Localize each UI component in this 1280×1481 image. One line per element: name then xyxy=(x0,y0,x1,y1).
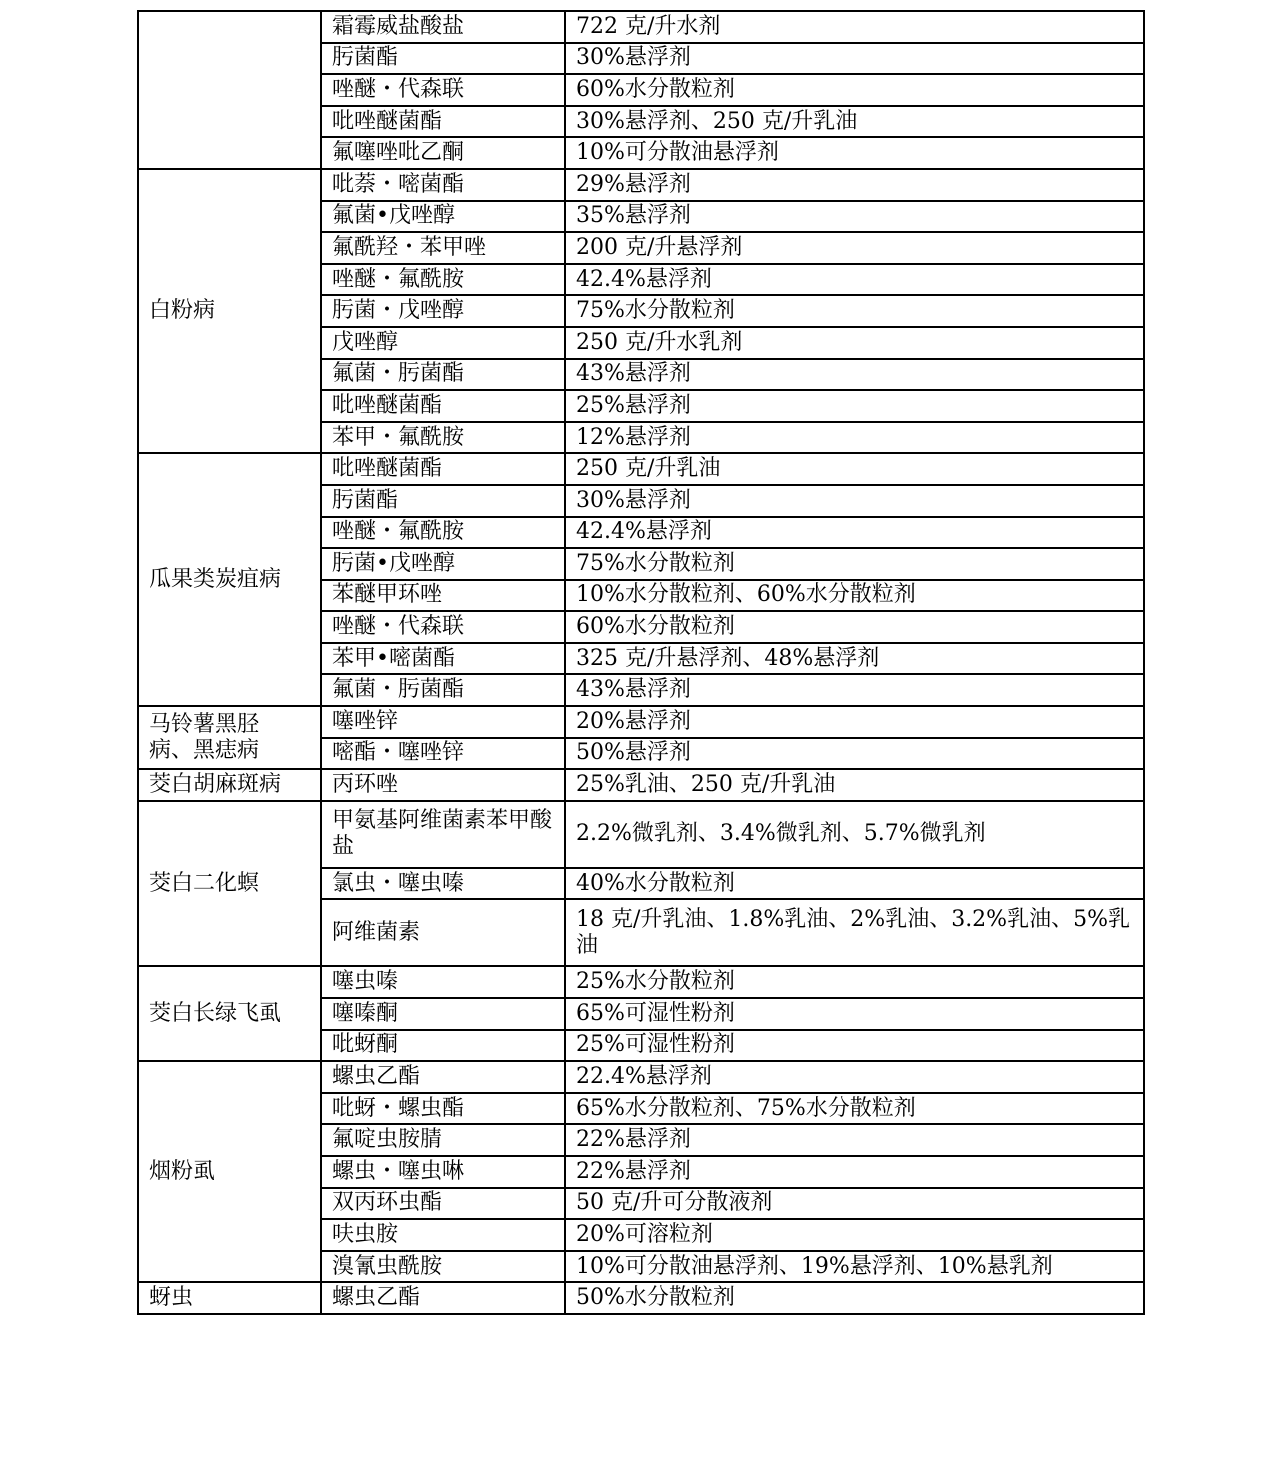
table-row xyxy=(138,169,1144,201)
agent-cell: 氟啶虫胺腈 xyxy=(321,1124,565,1156)
agent-cell: 双丙环虫酯 xyxy=(321,1188,565,1220)
agent-cell: 丙环唑 xyxy=(321,769,565,801)
formulation-cell: 60%水分散粒剂 xyxy=(565,74,1144,106)
disease-line: 病、黑痣病 xyxy=(149,737,260,763)
disease-line: 马铃薯黑胫 xyxy=(149,711,260,737)
agent-cell: 肟菌・戊唑醇 xyxy=(321,295,565,327)
formulation-cell: 65%水分散粒剂、75%水分散粒剂 xyxy=(565,1093,1144,1125)
agent-cell: 噻虫嗪 xyxy=(321,966,565,998)
agent-cell: 甲氨基阿维菌素苯甲酸盐 xyxy=(321,801,565,868)
disease-cell: 烟粉虱 xyxy=(138,1061,321,1282)
formulation-cell: 325 克/升悬浮剂、48%悬浮剂 xyxy=(565,643,1144,675)
agent-cell: 吡唑醚菌酯 xyxy=(321,106,565,138)
formulation-cell: 20%悬浮剂 xyxy=(565,706,1144,738)
agent-cell: 肟菌酯 xyxy=(321,43,565,75)
formulation-cell: 30%悬浮剂、250 克/升乳油 xyxy=(565,106,1144,138)
table-row xyxy=(138,769,1144,801)
disease-cell: 茭白二化螟 xyxy=(138,801,321,967)
agent-cell: 氟菌・肟菌酯 xyxy=(321,359,565,391)
disease-cell: 白粉病 xyxy=(138,169,321,453)
agent-cell: 戊唑醇 xyxy=(321,327,565,359)
agent-cell: 苯醚甲环唑 xyxy=(321,580,565,612)
formulation-cell: 75%水分散粒剂 xyxy=(565,548,1144,580)
agent-cell: 氟噻唑吡乙酮 xyxy=(321,137,565,169)
formulation-cell: 65%可湿性粉剂 xyxy=(565,998,1144,1030)
table-row xyxy=(138,453,1144,485)
formulation-cell: 200 克/升悬浮剂 xyxy=(565,232,1144,264)
disease-cell xyxy=(138,706,321,769)
table-row xyxy=(138,706,1144,738)
formulation-cell: 35%悬浮剂 xyxy=(565,201,1144,233)
formulation-cell: 250 克/升乳油 xyxy=(565,453,1144,485)
formulation-cell: 30%悬浮剂 xyxy=(565,485,1144,517)
formulation-cell: 25%乳油、250 克/升乳油 xyxy=(565,769,1144,801)
agent-cell: 氟菌・肟菌酯 xyxy=(321,674,565,706)
agent-cell: 氟酰羟・苯甲唑 xyxy=(321,232,565,264)
formulation-cell: 60%水分散粒剂 xyxy=(565,611,1144,643)
formulation-cell: 12%悬浮剂 xyxy=(565,422,1144,454)
agent-cell: 嘧酯・噻唑锌 xyxy=(321,738,565,770)
agent-cell: 噻嗪酮 xyxy=(321,998,565,1030)
agent-cell: 氟菌•戊唑醇 xyxy=(321,201,565,233)
formulation-cell: 25%悬浮剂 xyxy=(565,390,1144,422)
formulation-cell: 10%可分散油悬浮剂 xyxy=(565,137,1144,169)
formulation-cell: 22%悬浮剂 xyxy=(565,1156,1144,1188)
agent-cell: 唑醚・氟酰胺 xyxy=(321,517,565,549)
table-row xyxy=(138,11,1144,43)
agent-cell: 呋虫胺 xyxy=(321,1219,565,1251)
table-row xyxy=(138,966,1144,998)
agent-cell: 吡唑醚菌酯 xyxy=(321,390,565,422)
formulation-cell: 40%水分散粒剂 xyxy=(565,868,1144,900)
formulation-cell: 50 克/升可分散液剂 xyxy=(565,1188,1144,1220)
agent-cell: 肟菌酯 xyxy=(321,485,565,517)
agent-cell: 吡萘・嘧菌酯 xyxy=(321,169,565,201)
agent-cell: 溴氰虫酰胺 xyxy=(321,1251,565,1283)
agent-cell: 阿维菌素 xyxy=(321,899,565,966)
formulation-cell: 42.4%悬浮剂 xyxy=(565,517,1144,549)
disease-cell xyxy=(138,11,321,169)
formulation-cell: 75%水分散粒剂 xyxy=(565,295,1144,327)
formulation-cell: 18 克/升乳油、1.8%乳油、2%乳油、3.2%乳油、5%乳油 xyxy=(565,899,1144,966)
disease-cell: 茭白长绿飞虱 xyxy=(138,966,321,1061)
table-row xyxy=(138,801,1144,868)
formulation-cell: 22%悬浮剂 xyxy=(565,1124,1144,1156)
agent-cell: 氯虫・噻虫嗪 xyxy=(321,868,565,900)
agent-cell: 肟菌•戊唑醇 xyxy=(321,548,565,580)
formulation-cell: 30%悬浮剂 xyxy=(565,43,1144,75)
formulation-cell: 25%水分散粒剂 xyxy=(565,966,1144,998)
formulation-cell: 20%可溶粒剂 xyxy=(565,1219,1144,1251)
formulation-cell: 10%可分散油悬浮剂、19%悬浮剂、10%悬乳剂 xyxy=(565,1251,1144,1283)
disease-cell: 茭白胡麻斑病 xyxy=(138,769,321,801)
formulation-cell: 2.2%微乳剂、3.4%微乳剂、5.7%微乳剂 xyxy=(565,801,1144,868)
formulation-cell: 29%悬浮剂 xyxy=(565,169,1144,201)
formulation-cell: 43%悬浮剂 xyxy=(565,359,1144,391)
disease-cell: 蚜虫 xyxy=(138,1282,321,1314)
agent-cell: 吡蚜酮 xyxy=(321,1030,565,1062)
agent-cell: 螺虫・噻虫啉 xyxy=(321,1156,565,1188)
formulation-cell: 22.4%悬浮剂 xyxy=(565,1061,1144,1093)
formulation-cell: 43%悬浮剂 xyxy=(565,674,1144,706)
formulation-cell: 25%可湿性粉剂 xyxy=(565,1030,1144,1062)
agent-cell: 苯甲•嘧菌酯 xyxy=(321,643,565,675)
pesticide-table xyxy=(137,10,1145,1315)
formulation-cell: 250 克/升水乳剂 xyxy=(565,327,1144,359)
agent-cell: 苯甲・氟酰胺 xyxy=(321,422,565,454)
agent-cell: 唑醚・代森联 xyxy=(321,74,565,106)
disease-cell: 瓜果类炭疽病 xyxy=(138,453,321,706)
formulation-cell: 722 克/升水剂 xyxy=(565,11,1144,43)
formulation-cell: 50%水分散粒剂 xyxy=(565,1282,1144,1314)
agent-cell: 唑醚・代森联 xyxy=(321,611,565,643)
agent-cell: 螺虫乙酯 xyxy=(321,1061,565,1093)
agent-cell: 螺虫乙酯 xyxy=(321,1282,565,1314)
agent-cell: 噻唑锌 xyxy=(321,706,565,738)
formulation-cell: 42.4%悬浮剂 xyxy=(565,264,1144,296)
agent-cell: 霜霉威盐酸盐 xyxy=(321,11,565,43)
agent-cell: 吡蚜・螺虫酯 xyxy=(321,1093,565,1125)
table-row xyxy=(138,1282,1144,1314)
table-row xyxy=(138,1061,1144,1093)
agent-cell: 吡唑醚菌酯 xyxy=(321,453,565,485)
formulation-cell: 10%水分散粒剂、60%水分散粒剂 xyxy=(565,580,1144,612)
formulation-cell: 50%悬浮剂 xyxy=(565,738,1144,770)
agent-cell: 唑醚・氟酰胺 xyxy=(321,264,565,296)
